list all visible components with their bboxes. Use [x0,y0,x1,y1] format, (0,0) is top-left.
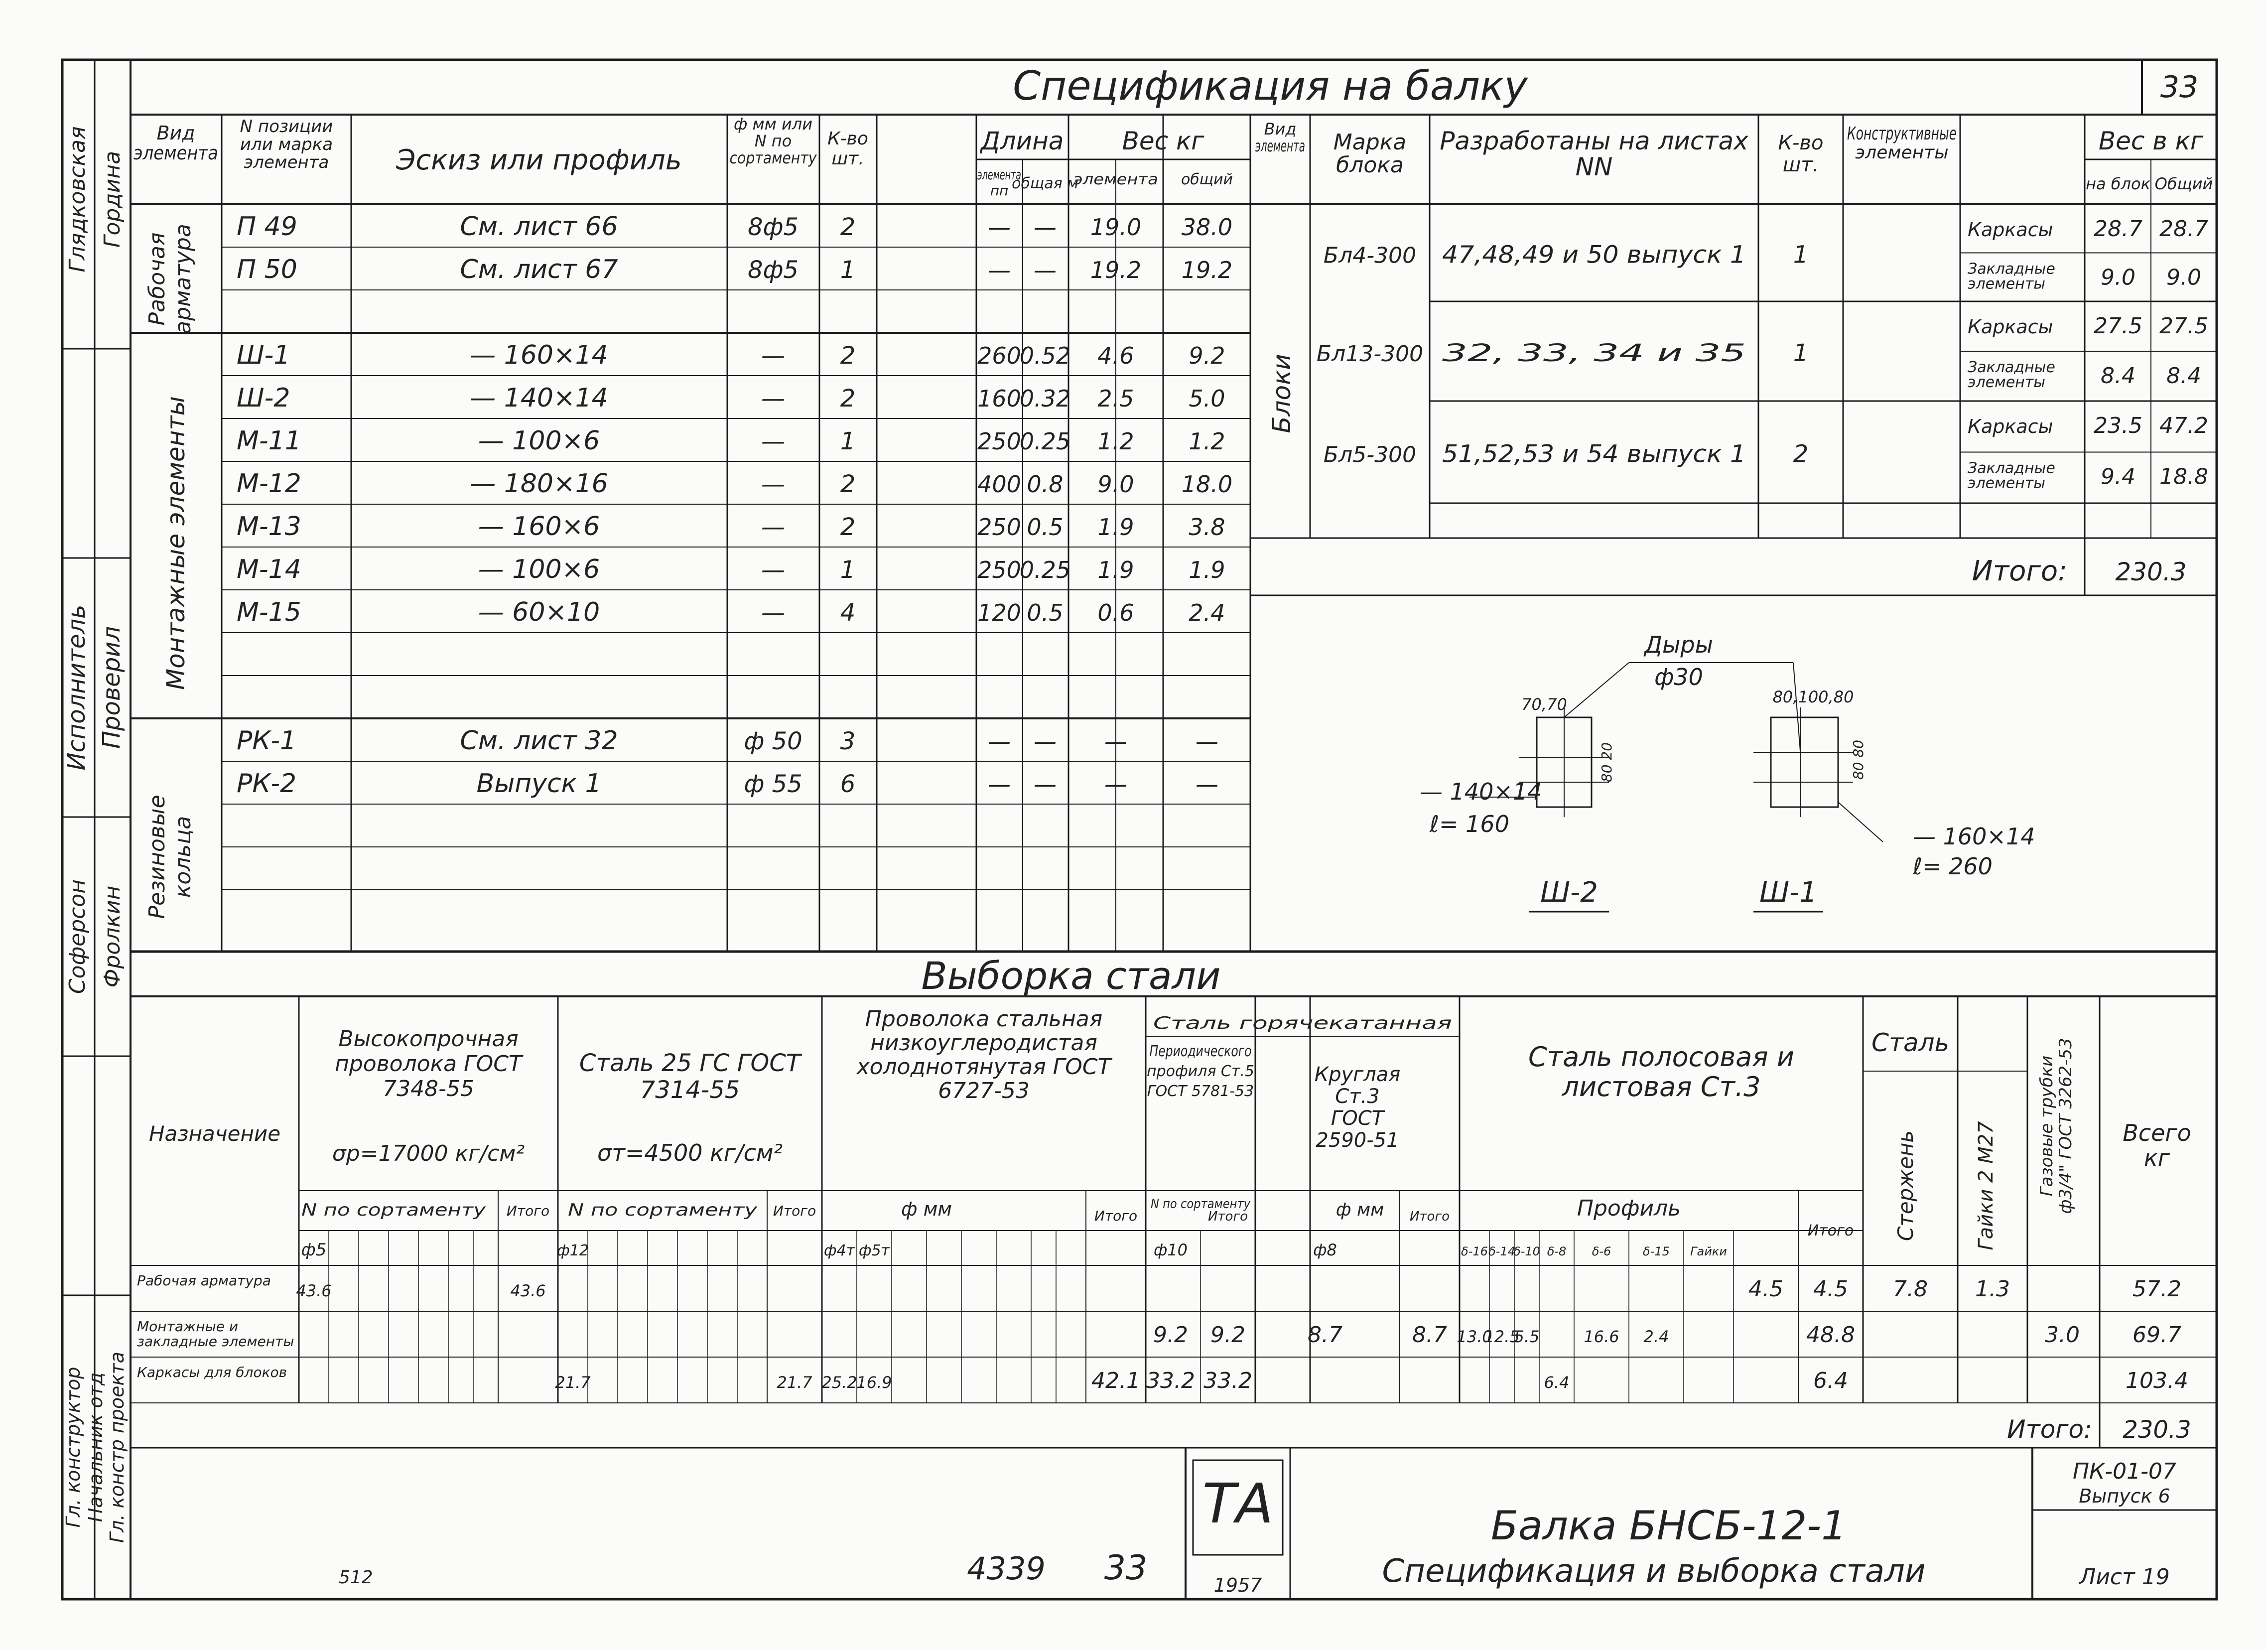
code-label: 4339 [967,1550,1046,1587]
value-cell: 43.6 [510,1281,546,1300]
value-cell: 16.9 [856,1373,892,1392]
col-header: ф8 [1313,1240,1337,1259]
value-cell: 16.6 [1584,1327,1619,1346]
purpose-cell: Каркасы для блоков [137,1364,287,1380]
qty-cell: 2 [840,342,856,370]
value-cell: 103.4 [2126,1368,2188,1393]
diameter-cell: — [761,385,785,413]
round-label: Круглая Ст.3 ГОСТ 2590-51 [1314,1063,1401,1152]
length-cell: 250 [977,556,1021,583]
position-cell: М-12 [237,469,301,499]
element-cell: Закладные элементы [1968,260,2055,293]
issue-label: Выпуск 6 [2079,1485,2170,1507]
col-header: Гайки [1690,1244,1727,1258]
stamp-role: Исполнитель [63,604,91,771]
weight-total-cell: 2.4 [1189,599,1225,626]
diameter-cell: — [761,513,785,541]
sketch-cell: — 140×14 [470,383,608,413]
value-cell: 9.2 [1210,1322,1245,1348]
value-cell: 8.7 [1412,1322,1447,1348]
length-total-cell: — [1034,771,1057,798]
weight-cell: 1.2 [1097,428,1134,455]
length-cell: 250 [977,514,1021,541]
sketch-cell: — 160×14 [470,340,608,370]
total-col: Итого [1807,1222,1854,1239]
value-cell: 21.7 [777,1373,812,1392]
stamp-name: Соферсон [65,879,90,994]
element-cell: Каркасы [1968,316,2053,338]
holes-label: Дыры [1644,631,1713,658]
total-col: Итого [1094,1208,1138,1224]
cell-text: на блок [2086,174,2150,193]
kind-label: Блоки [1267,354,1296,433]
sheet-subtitle: Спецификация и выборка стали [1382,1553,1926,1590]
stamp-name: Фролкин [100,885,125,988]
group-label: Рабочаяарматура [144,224,196,334]
length-cell: 260 [977,342,1021,369]
weight-cell: 0.6 [1097,599,1134,626]
sketch-cell: — 100×6 [478,426,600,456]
plate-sketch [1771,717,1838,807]
steel-group-title: Проволока стальная низкоуглеродистая холоднотянутая ГОСТ 6727-53 [856,1006,1111,1103]
total-value: 230.3 [2115,557,2187,586]
total-label: Итого: [2007,1415,2092,1444]
value-cell: 25.2 [821,1373,857,1392]
weight-total-cell: — [1196,771,1218,798]
value-cell: 6.4 [1813,1368,1848,1393]
total-label: Итого: [1972,555,2067,587]
beam-name: Балка БНСБ-12-1 [1490,1503,1847,1549]
dimension-label: 80 80 [1850,739,1867,780]
col-header: δ-15 [1643,1244,1670,1258]
cell-text: Конструктивные элементы [1847,124,1957,163]
col-header: ф5т [858,1242,890,1259]
cell-text: Эскиз или профиль [396,144,682,176]
value-cell: 13.0 [1457,1327,1492,1346]
sketch-cell: См. лист 66 [460,212,618,242]
value-cell: 12.5 [1484,1327,1520,1346]
length-total-cell: — [1034,728,1057,755]
total-col: Итого [506,1203,550,1219]
leader-line [1564,663,1629,717]
diameter-cell: — [761,342,785,370]
cell-text: общая м [1012,175,1078,192]
weight-total-cell: 9.0 [2166,265,2201,290]
dimension-label: 70,70 [1521,695,1567,714]
position-cell: РК-2 [237,769,297,799]
block-sheets: 32, 33, 34 и 35 [1442,339,1746,367]
value-cell: 9.2 [1153,1322,1188,1348]
block-mark: Бл4-300 [1323,243,1417,269]
weight-total-cell: 27.5 [2159,313,2208,339]
value-cell: 69.7 [2133,1322,2181,1348]
weight-cell: 28.7 [2094,216,2142,242]
stamp-role: Гл. конструктор [62,1367,84,1528]
sort-label: N по сортаменту [1151,1197,1251,1212]
sort-label: N по сортаменту [568,1200,758,1220]
col-header: δ-8 [1547,1244,1567,1258]
length-cell: — [988,728,1011,755]
weight-cell: 1.9 [1097,514,1134,541]
col-header: ф10 [1153,1240,1188,1259]
length-cell: — [988,771,1011,798]
plate-length: ℓ= 160 [1430,811,1509,837]
group-label: Монтажные элементы [161,396,190,690]
cell-text: Общий [2154,174,2213,193]
sort-label: ф мм [901,1198,952,1220]
position-cell: РК-1 [237,726,297,756]
weight-cell: 1.9 [1097,556,1134,583]
length-total-cell: 0.52 [1019,342,1071,369]
qty-cell: 2 [840,385,856,413]
position-cell: М-15 [237,597,301,627]
profile-label: Профиль [1577,1196,1681,1221]
steel-group-title: Сталь 25 ГС ГОСТ 7314-55 [579,1049,801,1104]
length-cell: — [988,214,1011,241]
note-label: 512 [339,1567,373,1588]
weight-total-cell: 28.7 [2159,216,2208,242]
weight-total-cell: 8.4 [2166,363,2201,389]
weight-cell: 8.4 [2101,363,2135,389]
value-cell: 7.8 [1893,1276,1928,1302]
length-total-cell: 0.8 [1027,471,1064,498]
position-cell: Ш-2 [237,383,290,413]
col-header: ф4т [823,1242,855,1259]
sketch-cell: — 160×6 [478,512,600,542]
value-cell: 6.4 [1544,1373,1570,1392]
weight-total-cell: 19.2 [1181,257,1233,283]
block-mark: Бл5-300 [1323,442,1417,468]
weight-total-cell: 18.8 [2159,464,2208,490]
holes-diameter: ф30 [1654,664,1703,690]
value-cell: 33.2 [1146,1368,1195,1393]
purpose-cell: Рабочая арматура [137,1272,271,1289]
diameter-cell: 8ф5 [747,213,799,241]
weight-total-cell: 47.2 [2159,413,2208,438]
steel-group-title: Высокопрочная проволока ГОСТ 7348-55 [335,1026,522,1101]
position-cell: П 50 [237,255,297,284]
sketch-cell: См. лист 32 [460,726,618,756]
cell-text: элемента пп [977,166,1021,199]
steel-group-sub: σр=17000 кг/см² [332,1141,525,1166]
diameter-cell: ф 55 [744,770,802,798]
cell-text: Марка блока [1333,130,1407,178]
sketch-cell: — 60×10 [478,597,600,627]
value-cell: 8.7 [1308,1322,1342,1348]
length-cell: 160 [977,385,1021,412]
value-cell: 33.2 [1203,1368,1252,1393]
weight-cell: 27.5 [2094,313,2142,339]
steel-head: Сталь [1871,1028,1950,1057]
cell-text: Вес в кг [2098,127,2204,155]
block-qty: 1 [1793,339,1809,367]
block-mark: Бл13-300 [1316,341,1424,367]
weight-cell: 9.4 [2101,464,2135,490]
block-qty: 2 [1793,440,1809,468]
col-header: δ-16 [1461,1244,1488,1258]
cell-text: Вид элемента [1255,120,1305,155]
value-cell: 1.3 [1975,1276,2010,1302]
nuts-label: Гайки 2 М27 [1975,1121,1998,1250]
diameter-cell: — [761,427,785,455]
value-cell: 21.7 [555,1373,591,1392]
cell-text: ф мм или N по сортаменту [729,115,817,167]
total-col: Итого [1409,1209,1450,1224]
value-cell: 2.4 [1643,1327,1669,1346]
sheet-label: Лист 19 [2079,1564,2170,1590]
position-cell: М-13 [237,512,301,542]
diameter-cell: — [761,470,785,498]
length-total-cell: 0.25 [1019,428,1071,455]
cell-text: элемента [1073,171,1158,188]
position-cell: М-11 [237,426,301,456]
length-total-cell: 0.5 [1027,599,1064,626]
value-cell: 48.8 [1806,1322,1855,1348]
total-value: 230.3 [2123,1416,2191,1444]
diameter-cell: — [761,556,785,584]
weight-total-cell: 3.8 [1189,514,1225,541]
sort-label: ф мм [1335,1200,1384,1220]
length-total-cell: 0.5 [1027,514,1064,541]
sort-label: N по сортаменту [301,1200,487,1220]
diameter-cell: — [761,599,785,627]
length-total-cell: — [1034,214,1057,241]
col-header: ф12 [557,1242,589,1259]
code-label: 33 [1104,1548,1148,1588]
value-cell: 4.5 [1748,1276,1783,1302]
length-cell: 400 [977,471,1021,498]
block-qty: 1 [1793,241,1809,269]
weight-cell: 19.2 [1090,257,1142,283]
sketch-cell: См. лист 67 [460,255,618,284]
sketch-cell: — 100×6 [478,554,600,584]
cell-text: N позиции или марка элемента [240,117,333,172]
col-header: ф5 [301,1240,327,1260]
cell-text: Вес кг [1122,127,1204,155]
weight-total-cell: 38.0 [1181,214,1233,241]
col-header: δ-6 [1592,1244,1611,1258]
strip-label: Сталь полосовая и листовая Ст.3 [1528,1041,1795,1102]
weight-cell: — [1104,728,1127,755]
plate-label: — 140×14 [1420,778,1542,805]
weight-total-cell: 1.9 [1189,556,1225,583]
qty-cell: 2 [840,470,856,498]
qty-cell: 1 [840,427,856,455]
length-total-cell: 0.25 [1019,556,1071,583]
total-col: Итого [773,1203,816,1219]
element-cell: Закладные элементы [1968,359,2055,391]
series-label: ПК-01-07 [2072,1459,2177,1484]
element-cell: Каркасы [1968,415,2053,437]
weight-cell: 9.0 [2101,265,2135,290]
value-cell: 4.5 [1813,1276,1848,1302]
stamp-role: Гл. констр проекта [106,1352,128,1543]
weight-total-cell: — [1196,728,1218,755]
pipe-label: Газовые трубкиф3/4" ГОСТ 3262-53 [2037,1038,2076,1214]
qty-cell: 3 [840,727,856,755]
qty-cell: 2 [840,213,856,241]
diameter-cell: ф 50 [744,727,802,755]
cell-text: общий [1181,171,1233,188]
value-cell: 43.6 [296,1281,332,1300]
sketch-cell: Выпуск 1 [476,769,602,799]
weight-total-cell: 1.2 [1189,428,1225,455]
weight-total-cell: 5.0 [1189,385,1225,412]
value-cell: 5.5 [1514,1327,1540,1346]
purpose-header: Назначение [148,1121,281,1146]
purpose-cell: Монтажные и закладные элементы [137,1318,294,1350]
stamp-name: Глядковская [65,126,90,273]
plate-length: ℓ= 260 [1913,853,1993,880]
qty-cell: 4 [840,599,856,627]
cell-text: Вид элемента [133,122,218,164]
col-header: δ-14 [1488,1244,1515,1258]
length-total-cell: 0.32 [1019,385,1071,412]
weight-total-cell: 18.0 [1181,471,1233,498]
position-cell: М-14 [237,554,301,584]
cell-text: Разработаны на листах NN [1440,127,1748,181]
block-sheets: 51,52,53 и 54 выпуск 1 [1442,440,1746,468]
dimension-label: 80 20 [1599,742,1615,783]
cell-text: Длина [980,127,1064,155]
length-cell: 250 [977,428,1021,455]
weight-cell: — [1104,771,1127,798]
hot-rolled-label: Сталь горячекатанная [1153,1013,1452,1033]
total-col: Итого [1207,1209,1248,1224]
qty-cell: 6 [840,770,856,798]
value-cell: 57.2 [2133,1276,2181,1302]
position-cell: П 49 [237,212,297,242]
weight-cell: 23.5 [2094,413,2142,438]
diameter-cell: 8ф5 [747,256,799,284]
total-header: Всего кг [2123,1119,2191,1171]
length-total-cell: — [1034,257,1057,283]
stamp-role: Начальник отд [85,1372,107,1522]
cell-text: К-во шт. [1778,132,1824,176]
sketch-cell: — 180×16 [470,469,608,499]
qty-cell: 1 [840,256,856,284]
value-cell: 42.1 [1091,1368,1140,1393]
element-cell: Закладные элементы [1968,459,2055,492]
weight-cell: 19.0 [1090,214,1142,241]
steel-group-sub: σт=4500 кг/см² [597,1139,783,1166]
position-cell: Ш-1 [237,340,290,370]
weight-total-cell: 9.2 [1189,342,1225,369]
stamp-name: Гордина [100,150,125,248]
weight-cell: 2.5 [1097,385,1134,412]
plate-name: Ш-1 [1759,876,1817,909]
ta-logo: ТА [1202,1472,1274,1535]
steel-title: Выборка стали [921,954,1221,998]
value-cell: 3.0 [2045,1322,2080,1348]
plate-name: Ш-2 [1540,876,1598,909]
spec-title: Спецификация на балку [1013,63,1528,109]
leader-line [1838,802,1883,842]
year-label: 1957 [1213,1574,1262,1596]
qty-cell: 2 [840,513,856,541]
qty-cell: 1 [840,556,856,584]
length-cell: — [988,257,1011,283]
stamp-role: Проверил [98,626,126,749]
plate-label: — 160×14 [1913,823,2035,850]
weight-cell: 4.6 [1097,342,1134,369]
dimension-label: 80,100,80 [1772,688,1854,706]
length-cell: 120 [977,599,1021,626]
element-cell: Каркасы [1968,219,2053,241]
leader-line [1793,663,1801,757]
group-label: Резиновыекольца [144,795,196,919]
rod-label: Стержень [1893,1130,1918,1241]
block-sheets: 47,48,49 и 50 выпуск 1 [1442,241,1746,269]
cell-text: К-во шт. [827,129,868,169]
weight-cell: 9.0 [1097,471,1134,498]
periodic-label: Периодического профиля Ст.5 ГОСТ 5781-53 [1147,1043,1254,1100]
sheet-number: 33 [2160,70,2199,105]
col-header: δ-10 [1513,1244,1540,1258]
